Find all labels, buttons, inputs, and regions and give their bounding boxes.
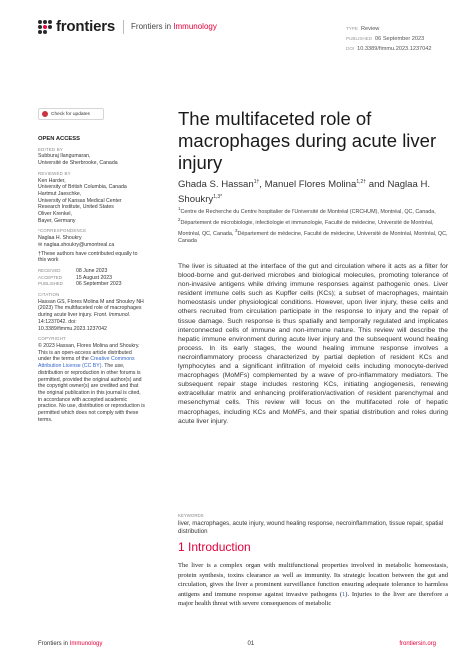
article-meta xyxy=(346,24,432,54)
check-for-updates-button[interactable]: Check for updates xyxy=(38,108,104,120)
copyright-text: © 2023 Hassan, Flores Molina and Shoukry. This is an open-access article distributed under the terms of the Creative Commons Attribution License (CC BY). The use, distribution or reproduction in other forums is permitted, provided the original author(s) and the copyright owner(s) are credited and that the original publication in this journal is cited, in accordance with accepted academic practice. No use, distribution or reproduction is permitted which does not comply with these terms. xyxy=(38,342,145,423)
correspondence-email[interactable]: ✉ naglaa.shoukry@umontreal.ca xyxy=(38,241,115,248)
brand-name: frontiers xyxy=(56,18,116,35)
reviewed-by-label: REVIEWED BY xyxy=(38,170,71,176)
email-icon: ✉ xyxy=(38,241,44,248)
introduction-text: The liver is a complex organ with multifunctional properties involved in metabolic homeostasis, protein synthesis, toxins clearance as well as immunity. Its strategic location between the gut and circulation, gives the liver a prominent surveillance function ensuring adequate tolerance to harmless antigens and immune response against invasive pathogens (1). Injuries to the liver are therefore a major health threat with severe consequences of metabolic xyxy=(178,562,448,608)
author-list: Ghada S. Hassan$^{1\dagger}$, Manuel Flores Molina$^{1,2\dagger}$ and Naglaa H. Shoukry$^{1,3*}$ xyxy=(178,179,431,206)
frontiers-logo-icon xyxy=(38,20,52,34)
reference-link[interactable]: 1 xyxy=(342,590,346,598)
section-heading-introduction: 1 Introduction xyxy=(178,540,251,554)
keywords-label: KEYWORDS xyxy=(178,513,204,518)
article-sidebar: OPEN ACCESS EDITED BY Subburaj Ilangumaran, Université de Sherbrooke, Canada REVIEWED BY Ken Harder, University of British Columbia, Canada Hartmut Jaeschke, University of Kansas Medical Center Research Institute, United States Oliver Krenkel, Bayer, Germany *CORRESPONDENCE Naglaa H. Shoukry ✉ naglaa.shoukry@umontreal.ca †These authors have contributed equally to this work RECEIVED 08 June 2023 ACCEPTED 15 August 2023 PUBLISHED 06 September 2023 CITATION Hassan GS, Flores Molina M and Shoukry NH (2023) The multifaceted role of macrophages during acute liver injury. Front. Immunol. 14:1237042. doi: 10.3389/fimmu.2023.1237042 COPYRIGHT © 2023 Hassan, Flores Molina and Shoukry. This is an open-access article distributed under the terms of the Creative Commons Attribution License (CC BY). The use, distribution or reproduction in other forums is permitted, provided the original author(s) and the copyright owner(s) are credited and that the original publication in this journal is cited, in accordance with accepted academic practice. No use, distribution or reproduction is permitted which does not comply with these terms. xyxy=(38,136,145,423)
footer-journal: Frontiers in Immunology xyxy=(38,641,103,647)
abstract: The liver is situated at the interface of the gut and circulation where it acts as a filter for blood-borne and gut-derived microbes and biological molecules, promoting tolerance of non-invasive antigens while driving immune responses against pathogenic ones. Liver resident immune cells such as Kupffer cells (KCs); a subset of macrophages, maintain homeostasis under physiological conditions. However, upon liver injury, these cells and others recruited from circulation participate in the response to injury and the repair of tissue damage. Such response is thus spatially and temporally regulated and implicates interconnected cells of immune and non-immune nature. This review will describe the hepatic immune environment during acute liver injury and the subsequent wound healing process. In its early stages, the wound healing immune response involves a necroinflammatory process characterized by partial depletion of resident KCs and lymphocytes and a significant infiltration of myeloid cells including monocyte-derived macrophages (MoMFs) complemented by a wave of pro-inflammatory mediators. The subsequent repair stage includes restoring KCs, initiating angiogenesis, renewing extracellular matrix and enhancing proliferation/activation of resident parenchymal and mesenchymal cells. This review will focus on the multifaceted role of hepatic macrophages, including KCs and MoMFs, and their spatial distribution and roles during acute liver injury. xyxy=(178,263,448,425)
update-badge-icon xyxy=(42,111,48,117)
meta-published: PUBLISHED 06 September 2023 xyxy=(346,36,425,42)
article-title: The multifaceted role of macrophages during acute liver injury xyxy=(178,108,437,173)
keywords-block xyxy=(178,513,448,537)
meta-doi: DOI 10.3389/fimmu.2023.1237042 xyxy=(346,46,432,52)
citation-label: CITATION xyxy=(38,292,60,298)
edited-by-label: EDITED BY xyxy=(38,146,63,152)
journal-name: Frontiers in Immunology xyxy=(131,22,217,31)
author: Ghada S. Hassan xyxy=(178,179,254,191)
citation-text: Hassan GS, Flores Molina M and Shoukry NH (2023) The multifaceted role of macrophages during acute liver injury. Front. Immunol. 14:1237042. doi: 10.3389/fimmu.2023.1237042 xyxy=(38,298,144,332)
author: Manuel Flores Molina xyxy=(264,179,357,191)
correspondence-label: *CORRESPONDENCE xyxy=(38,228,87,234)
author: Naglaa H. Shoukry xyxy=(178,179,431,206)
dates-block: RECEIVED 08 June 2023 ACCEPTED 15 August 2023 PUBLISHED 06 September 2023 xyxy=(38,267,122,288)
keywords: liver, macrophages, acute injury, wound healing response, necroinflammation, tissue repair, spatial distribution xyxy=(178,520,444,536)
license-link[interactable]: Creative Commons Attribution License (CC BY) xyxy=(38,356,135,370)
page-footer xyxy=(38,641,436,647)
meta-type: TYPE Review xyxy=(346,26,380,32)
header-divider xyxy=(123,20,124,34)
frontiers-logo[interactable] xyxy=(38,18,217,35)
open-access-label: OPEN ACCESS xyxy=(38,136,80,142)
copyright-label: COPYRIGHT xyxy=(38,336,66,342)
affiliations: $^1$Centre de Recherche du Centre hospitalier de l’Université de Montréal (CRCHUM), Montréal, QC, Canada, $^2$Département de microbiologie, infectiologie et immunologie, Faculté de médecine, Université de Montréal, Montréal, QC, Canada, $^3$Département de médecine, Faculté de médecine, Université de Montréal, Montréal, QC, Canada xyxy=(178,206,448,245)
page-number: 01 xyxy=(247,641,255,647)
equal-contribution-note: †These authors have contributed equally to this work xyxy=(38,250,138,264)
footer-site-link[interactable]: frontiersin.org xyxy=(399,641,436,647)
